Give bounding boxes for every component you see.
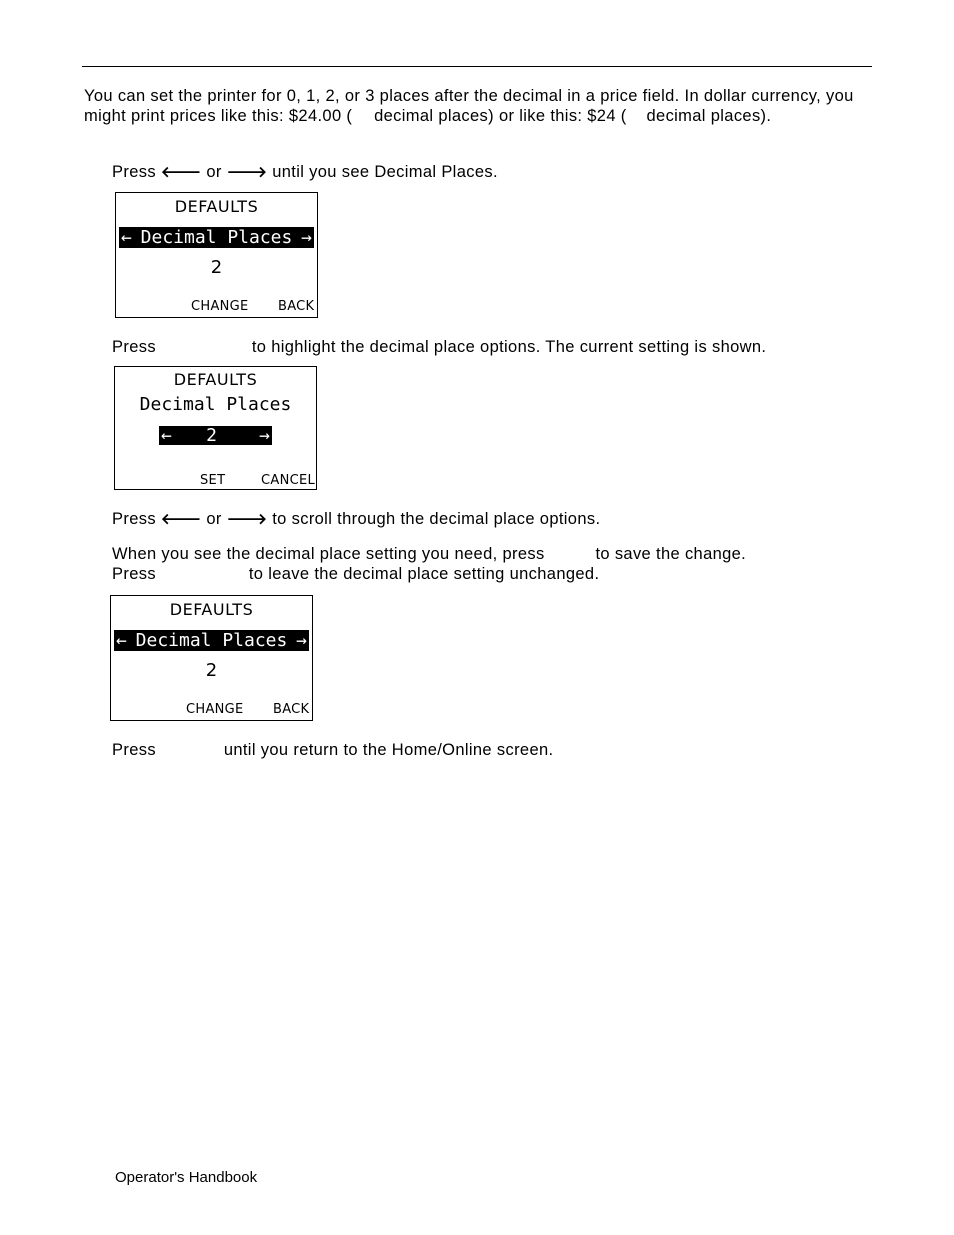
- step-3: Press 🡐 or 🡒 to scroll through the decimal place options.: [112, 510, 601, 528]
- softkey-change[interactable]: CHANGE: [191, 299, 249, 314]
- header-rule: [82, 66, 872, 67]
- intro-text-c: decimal places).: [646, 107, 772, 125]
- screen-title: DEFAULTS: [169, 600, 254, 619]
- left-arrow-icon: 🡐: [160, 510, 202, 528]
- menu-item-label: Decimal Places: [135, 630, 288, 651]
- selected-menu-item: [119, 227, 314, 248]
- lcd-screen-defaults-3: [110, 595, 313, 721]
- step-5: Press until you return to the Home/Online screen.: [112, 741, 554, 759]
- softkey-change[interactable]: CHANGE: [186, 702, 244, 717]
- intro-text-b: decimal places) or like this: $24 (: [374, 107, 627, 125]
- screen-title: DEFAULTS: [173, 370, 258, 389]
- softkey-back[interactable]: BACK: [278, 299, 315, 314]
- lcd-screen-defaults-1: [115, 192, 318, 318]
- step-2: Press to highlight the decimal place options. The current setting is shown.: [112, 338, 767, 356]
- softkey-set[interactable]: SET: [200, 473, 226, 488]
- intro-text-a: You can set the printer for 0, 1, 2, or 3 places after the decimal in a price field. In dollar currency, you might print prices like this: $24.00 (: [84, 87, 854, 125]
- right-arrow-icon: →: [259, 425, 270, 446]
- current-value: 2: [210, 257, 223, 278]
- left-arrow-icon: ←: [116, 630, 127, 651]
- selected-menu-item: [114, 630, 309, 651]
- right-arrow-icon: →: [301, 227, 312, 248]
- value-selector[interactable]: [159, 426, 272, 445]
- step-1: Press 🡐 or 🡒 until you see Decimal Places.: [112, 163, 498, 181]
- right-arrow-icon: →: [296, 630, 307, 651]
- screen-title: DEFAULTS: [174, 197, 259, 216]
- right-arrow-icon: 🡒: [226, 510, 268, 528]
- menu-item-label: Decimal Places: [140, 227, 293, 248]
- intro-paragraph: [84, 86, 874, 126]
- menu-item-label: Decimal Places: [139, 394, 292, 415]
- right-arrow-icon: 🡒: [226, 163, 268, 181]
- lcd-screen-defaults-2: [114, 366, 317, 490]
- step-4-line-1: When you see the decimal place setting you need, press to save the change.: [112, 545, 747, 563]
- left-arrow-icon: ←: [161, 425, 172, 446]
- softkey-cancel[interactable]: CANCEL: [261, 473, 316, 488]
- current-value: 2: [205, 660, 218, 681]
- left-arrow-icon: 🡐: [160, 163, 202, 181]
- softkey-back[interactable]: BACK: [273, 702, 310, 717]
- footer-title: Operator's Handbook: [115, 1169, 258, 1186]
- left-arrow-icon: ←: [121, 227, 132, 248]
- selected-value: 2: [206, 425, 217, 446]
- step-4-line-2: Press to leave the decimal place setting unchanged.: [112, 565, 600, 583]
